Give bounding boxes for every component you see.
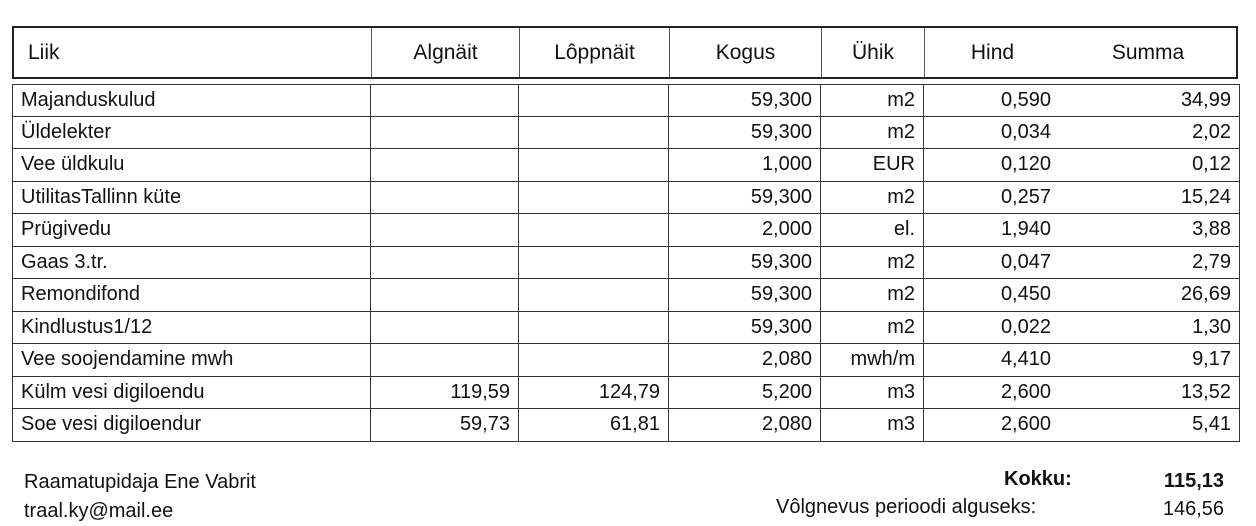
cell-loppnait: [519, 117, 669, 149]
cell-loppnait: [519, 344, 669, 376]
cell-hind: 0,450: [1000, 283, 1051, 306]
accountant-email: traal.ky@mail.ee: [24, 500, 174, 522]
cell-uhik: el.: [821, 214, 924, 246]
cell-algnait: [371, 344, 519, 376]
table-row: [13, 409, 1239, 442]
cell-uhik: m2: [821, 247, 924, 279]
table-row: [13, 149, 1239, 182]
cell-hind: 2,600: [1000, 380, 1051, 403]
cell-kogus: 59,300: [669, 182, 821, 214]
cell-liik: Kindlustus1/12: [13, 312, 371, 344]
cell-kogus: 59,300: [669, 85, 821, 116]
table-header: [12, 26, 1238, 79]
cell-loppnait: [519, 149, 669, 181]
cell-summa: 2,02: [1192, 120, 1231, 143]
cell-summa: 9,17: [1192, 348, 1231, 371]
cell-liik: Külm vesi digiloendu: [13, 377, 371, 409]
cell-uhik: m2: [821, 182, 924, 214]
cell-algnait: [371, 279, 519, 311]
cell-summa: 5,41: [1192, 413, 1231, 436]
cell-liik: Majanduskulud: [13, 85, 371, 116]
cell-liik: Prügivedu: [13, 214, 371, 246]
footer-contact: [24, 468, 256, 526]
cell-algnait: [371, 214, 519, 246]
cell-kogus: 1,000: [669, 149, 821, 181]
cell-summa: 1,30: [1192, 315, 1231, 338]
cell-algnait: [371, 149, 519, 181]
table-row: [13, 377, 1239, 410]
table-body: [12, 84, 1240, 442]
cell-kogus: 5,200: [669, 377, 821, 409]
cell-algnait: [371, 85, 519, 116]
cell-algnait: 119,59: [371, 377, 519, 409]
cell-loppnait: [519, 85, 669, 116]
cell-summa: 26,69: [1180, 283, 1231, 306]
cell-summa: 2,79: [1192, 250, 1231, 273]
debt-label: Vôlgnevus perioodi alguseks:: [776, 496, 1037, 518]
cell-liik: Remondifond: [13, 279, 371, 311]
cell-hind: 0,590: [1000, 88, 1051, 111]
cell-liik: UtilitasTallinn küte: [13, 182, 371, 214]
table-row: [13, 247, 1239, 280]
cell-summa: 34,99: [1180, 88, 1231, 111]
cell-hind: 0,047: [1000, 250, 1051, 273]
cell-kogus: 2,000: [669, 214, 821, 246]
cell-uhik: EUR: [821, 149, 924, 181]
cell-uhik: m2: [821, 312, 924, 344]
cell-summa: 15,24: [1180, 185, 1231, 208]
cell-algnait: [371, 312, 519, 344]
cell-liik: Vee üldkulu: [13, 149, 371, 181]
cell-uhik: mwh/m: [821, 344, 924, 376]
cell-kogus: 59,300: [669, 312, 821, 344]
accountant-name: Raamatupidaja Ene Vabrit: [24, 471, 256, 493]
cell-summa: 0,12: [1192, 153, 1231, 176]
header-liik: Liik: [14, 28, 372, 77]
cell-loppnait: [519, 182, 669, 214]
cell-algnait: [371, 182, 519, 214]
table-row: [13, 84, 1239, 117]
cell-loppnait: 61,81: [519, 409, 669, 441]
cell-uhik: m2: [821, 85, 924, 116]
cell-liik: Gaas 3.tr.: [13, 247, 371, 279]
total-value: 115,13: [1163, 470, 1224, 492]
cell-hind: 0,257: [1000, 185, 1051, 208]
cell-loppnait: [519, 247, 669, 279]
cell-kogus: 59,300: [669, 247, 821, 279]
cell-hind: 0,034: [1000, 120, 1051, 143]
table-row: [13, 344, 1239, 377]
cell-kogus: 2,080: [669, 344, 821, 376]
header-summa: Summa: [1111, 40, 1185, 64]
cell-kogus: 59,300: [669, 279, 821, 311]
cell-uhik: m2: [821, 117, 924, 149]
header-loppnait: Lôppnäit: [520, 28, 670, 77]
cell-summa: 13,52: [1180, 380, 1231, 403]
header-uhik: Ühik: [822, 28, 925, 77]
total-label: Kokku:: [1004, 468, 1072, 490]
cell-liik: Soe vesi digiloendur: [13, 409, 371, 441]
cell-kogus: 59,300: [669, 117, 821, 149]
cell-uhik: m3: [821, 409, 924, 441]
watermark-mark: ▪▪▪▪▪▪: [548, 416, 593, 436]
header-kogus: Kogus: [670, 28, 822, 77]
cell-algnait: [371, 117, 519, 149]
header-algnait: Algnäit: [372, 28, 520, 77]
cell-liik: Üldelekter: [13, 117, 371, 149]
cell-loppnait: [519, 312, 669, 344]
cell-kogus: 2,080: [669, 409, 821, 441]
cell-hind: 4,410: [1000, 348, 1051, 371]
table-row: [13, 279, 1239, 312]
cell-uhik: m2: [821, 279, 924, 311]
cell-algnait: 59,73: [371, 409, 519, 441]
cell-hind: 0,022: [1000, 315, 1051, 338]
table-row: [13, 214, 1239, 247]
cell-hind: 0,120: [1000, 153, 1051, 176]
cell-hind: 1,940: [1000, 218, 1051, 241]
cell-loppnait: 124,79: [519, 377, 669, 409]
table-row: [13, 117, 1239, 150]
cell-uhik: m3: [821, 377, 924, 409]
cell-loppnait: [519, 214, 669, 246]
cell-hind: 2,600: [1000, 413, 1051, 436]
cell-algnait: [371, 247, 519, 279]
debt-value: 146,56: [1162, 498, 1224, 520]
cell-loppnait: [519, 279, 669, 311]
cell-liik: Vee soojendamine mwh: [13, 344, 371, 376]
table-row: [13, 312, 1239, 345]
header-hind: Hind: [970, 40, 1015, 64]
cell-summa: 3,88: [1192, 218, 1231, 241]
table-row: [13, 182, 1239, 215]
